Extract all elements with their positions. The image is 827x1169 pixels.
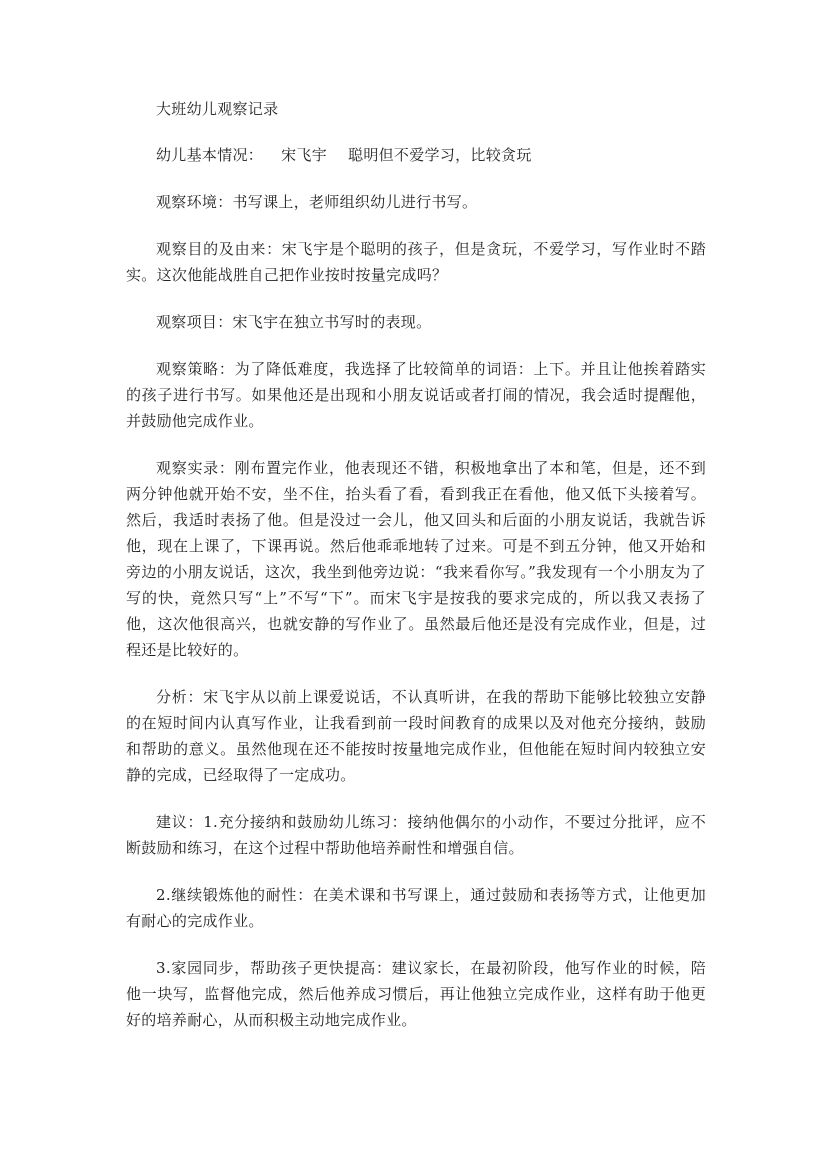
child-description: 聪明但不爱学习，比较贪玩 bbox=[348, 146, 532, 164]
observation-item-paragraph: 观察项目：宋飞宇在独立书写时的表现。 bbox=[156, 313, 432, 331]
document-page bbox=[126, 96, 706, 1054]
observation-record-paragraph: 观察实录：刚布置完作业，他表现还不错，积极地拿出了本和笔，但是，还不到两分钟他就开始不安，坐不住，抬头看了看，看到我正在看他，他又低下头接着写。然后，我适时表扬了他。但是没过一会儿，他又回头和后面的小朋友说话，我就告诉他，现在上课了，下课再说。然后他乖乖地转了过来。可是不到五分钟，他又开始和旁边的小朋友说话，这次，我坐到他旁边说：“我来看你写。”我发现有一个小朋友为了写的快，竟然只写“上”不写“下”。而宋飞宇是按我的要求完成的，所以我又表扬了他，这次他很高兴，也就安静的写作业了。虽然最后他还是没有完成作业，但是，过程还是比较好的。 bbox=[126, 459, 706, 659]
child-name: 宋飞宇 bbox=[281, 146, 328, 164]
document-title: 大班幼儿观察记录 bbox=[156, 100, 279, 118]
suggestion-1-paragraph: 建议：1.充分接纳和鼓励幼儿练习：接纳他偶尔的小动作，不要过分批评，应不断鼓励和练习，在这个过程中帮助他培养耐性和增强自信。 bbox=[126, 813, 706, 857]
observation-purpose-paragraph: 观察目的及由来：宋飞宇是个聪明的孩子，但是贪玩，不爱学习，写作业时不踏实。这次他能战胜自己把作业按时按量完成吗？ bbox=[126, 240, 706, 284]
basic-info-paragraph bbox=[126, 142, 706, 168]
basic-info-label: 幼儿基本情况： bbox=[156, 146, 264, 164]
observation-environment-paragraph: 观察环境：书写课上，老师组织幼儿进行书写。 bbox=[156, 193, 478, 211]
observation-strategy-paragraph: 观察策略：为了降低难度，我选择了比较简单的词语：上下。并且让他挨着踏实的孩子进行书写。如果他还是出现和小朋友说话或者打闹的情况，我会适时提醒他，并鼓励他完成作业。 bbox=[126, 360, 706, 430]
analysis-paragraph: 分析：宋飞宇从以前上课爱说话，不认真听讲，在我的帮助下能够比较独立安静的在短时间内认真写作业，让我看到前一段时间教育的成果以及对他充分接纳，鼓励和帮助的意义。虽然他现在还不能按时按量地完成作业，但他能在短时间内较独立安静的完成，已经取得了一定成功。 bbox=[126, 688, 706, 784]
suggestion-2-paragraph: 2.继续锻炼他的耐性：在美术课和书写课上，通过鼓励和表扬等方式，让他更加有耐心的完成作业。 bbox=[126, 886, 706, 930]
suggestion-3-paragraph: 3.家园同步，帮助孩子更快提高：建议家长，在最初阶段，他写作业的时候，陪他一块写，监督他完成，然后他养成习惯后，再让他独立完成作业，这样有助于他更好的培养耐心，从而积极主动地完成作业。 bbox=[126, 959, 706, 1029]
